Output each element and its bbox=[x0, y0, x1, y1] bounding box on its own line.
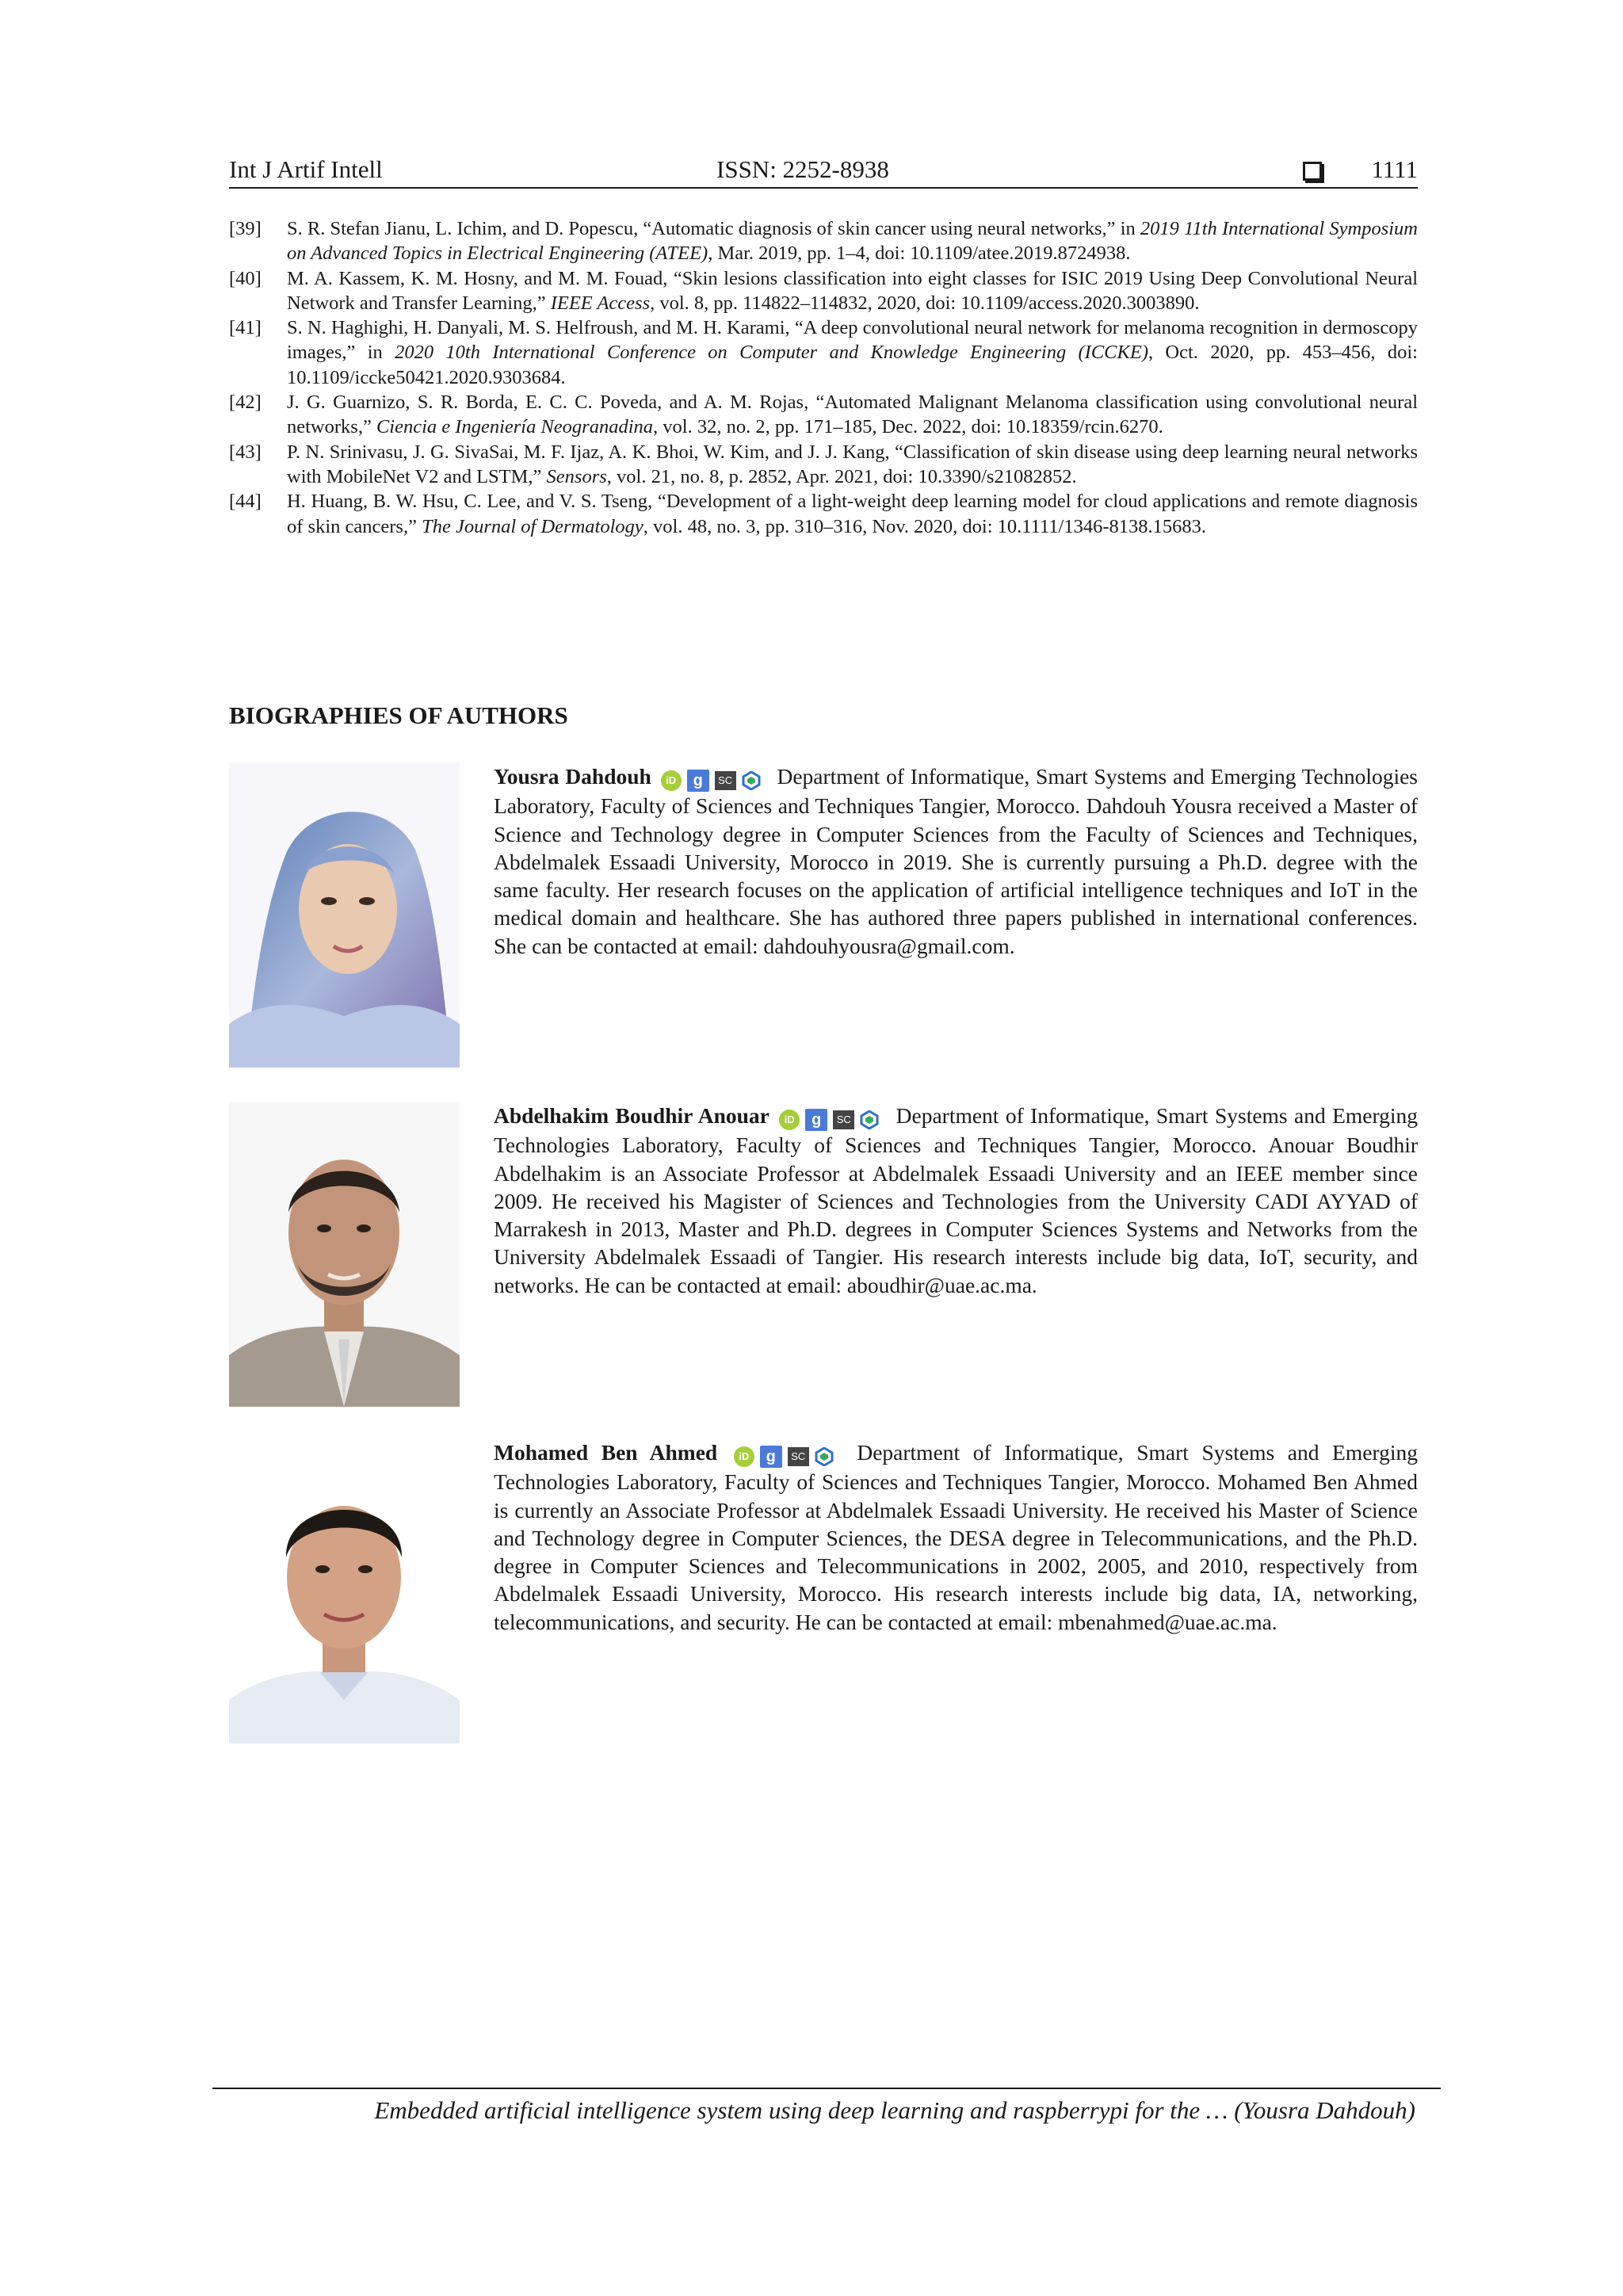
reference-details: , Oct. 2020, pp. 453–456, doi: 10.1109/iccke50421.2020.9303684. bbox=[287, 342, 1418, 388]
reference-venue: The Journal of Dermatology bbox=[422, 515, 643, 537]
running-footer: Embedded artificial intelligence system using deep learning and raspberrypi for the … (Yousra Dahdouh) bbox=[374, 2096, 1415, 2124]
bio-text bbox=[494, 1438, 1418, 1636]
author-photo bbox=[229, 762, 460, 1068]
bio-body: Department of Informatique, Smart Systems and Emerging Technologies Laboratory, Faculty of Sciences and Techniques Tangier, Morocco. Mohamed Ben Ahmed is currently an Associate Professor at Abdelmalek Essaadi University. He received his Master of Science and Technology degree in Computer Sciences, the DESA degree in Telecommunications, and the Ph.D. degree in Computer Sciences and Telecommunications in 2002, 2005, and 2010, respectively from Abdelmalek Essaadi University, Morocco. His research interests include big data, IA, networking, telecommunications, and security. He can be contacted at email: mbenahmed@uae.ac.ma. bbox=[494, 1440, 1418, 1634]
bio-body: Department of Informatique, Smart Systems and Emerging Technologies Laboratory, Faculty of Sciences and Techniques Tangier, Morocco. Anouar Boudhir Abdelhakim is an Associate Professor at Abdelmalek Essaadi University and an IEEE member since 2009. He received his Magister of Sciences and Technologies from the University CADI AYYAD of Marrakesh in 2013, Master and Ph.D. degrees in Computer Sciences Systems and Networks from the University Abdelmalek Essaadi of Tangier. His research interests include big data, IoT, security, and networks. He can be contacted at email: aboudhir@uae.ac.ma. bbox=[494, 1103, 1419, 1297]
reference-text bbox=[287, 315, 1418, 390]
reference-authors-title: P. N. Srinivasu, J. G. SivaSai, M. F. Ijaz, A. K. Bhoi, W. Kim, and J. J. Kang, “Classification of skin disease using deep learning neural networks with MobileNet V2 and LSTM,” bbox=[287, 441, 1418, 487]
bio-text bbox=[494, 1102, 1418, 1299]
reference-text bbox=[287, 390, 1418, 440]
publons-icon[interactable] bbox=[742, 771, 761, 790]
reference-authors-title: M. A. Kassem, K. M. Hosny, and M. M. Fouad, “Skin lesions classification into eight classes for ISIC 2019 Using Deep Convolutional Neural Network and Transfer Learning,” bbox=[287, 267, 1418, 314]
reference-authors-title: H. Huang, B. W. Hsu, C. Lee, and V. S. Tseng, “Development of a light-weight deep learning model for cloud applications and remote diagnosis of skin cancers,” bbox=[287, 491, 1418, 537]
publons-icon[interactable] bbox=[815, 1447, 834, 1466]
author-photo bbox=[229, 1438, 460, 1744]
reference-details: , Mar. 2019, pp. 1–4, doi: 10.1109/atee.2019.8724938. bbox=[708, 243, 1131, 265]
bio-text bbox=[494, 762, 1418, 960]
scopus-icon[interactable]: SC bbox=[788, 1447, 809, 1466]
reference-authors-title: S. N. Haghighi, H. Danyali, M. S. Helfroush, and M. H. Karami, “A deep convolutional neural network for melanoma recognition in dermoscopy images,” in bbox=[287, 317, 1418, 364]
reference-item bbox=[229, 266, 1418, 316]
reference-item bbox=[229, 440, 1418, 490]
reference-list bbox=[229, 216, 1418, 539]
reference-authors-title: S. R. Stefan Jianu, L. Ichim, and D. Popescu, “Automatic diagnosis of skin cancer using neural networks,” in bbox=[287, 218, 1140, 239]
journal-name: Int J Artif Intell bbox=[229, 155, 383, 183]
reference-item bbox=[229, 216, 1418, 266]
profile-badges bbox=[661, 764, 766, 792]
scopus-icon[interactable]: SC bbox=[715, 771, 736, 790]
author-name: Abdelhakim Boudhir Anouar bbox=[494, 1103, 769, 1128]
reference-venue: Sensors bbox=[546, 465, 607, 487]
reference-number: [43] bbox=[229, 441, 262, 463]
reference-venue: Ciencia e Ingeniería Neogranadina bbox=[376, 416, 654, 438]
reference-venue: IEEE Access bbox=[550, 292, 651, 314]
reference-details: , vol. 21, no. 8, p. 2852, Apr. 2021, doi: 10.3390/s21082852. bbox=[606, 465, 1077, 487]
reference-details: , vol. 32, no. 2, pp. 171–185, Dec. 2022, doi: 10.18359/rcin.6270. bbox=[653, 416, 1163, 438]
bio-body: Department of Informatique, Smart Systems and Emerging Technologies Laboratory, Faculty of Sciences and Techniques Tangier, Morocco. Dahdouh Yousra received a Master of Science and Technology degree in Computer Sciences from the Faculty of Sciences and Techniques, Abdelmalek Essaadi University, Morocco in 2019. She is currently pursuing a Ph.D. degree with the same faculty. Her research focuses on the application of artificial intelligence techniques and IoT in the medical domain and healthcare. She has authored three papers published in international conferences. She can be contacted at email: dahdouhyousra@gmail.com. bbox=[494, 764, 1419, 958]
reference-authors-title: J. G. Guarnizo, S. R. Borda, E. C. C. Poveda, and A. M. Rojas, “Automated Malignant Melanoma classification using convolutional neural networks,” bbox=[287, 392, 1418, 438]
section-title: BIOGRAPHIES OF AUTHORS bbox=[229, 701, 568, 729]
checkbox-icon bbox=[1303, 162, 1322, 181]
reference-venue: 2020 10th International Conference on Computer and Knowledge Engineering (ICCKE) bbox=[395, 342, 1148, 364]
reference-text bbox=[287, 489, 1418, 539]
author-name: Mohamed Ben Ahmed bbox=[494, 1440, 718, 1465]
reference-number: [41] bbox=[229, 317, 262, 339]
google-scholar-icon[interactable]: g bbox=[760, 1446, 782, 1468]
reference-text bbox=[287, 440, 1418, 490]
reference-item bbox=[229, 315, 1418, 390]
page-number: 1111 bbox=[1371, 155, 1418, 183]
author-name: Yousra Dahdouh bbox=[494, 764, 651, 789]
publons-icon[interactable] bbox=[860, 1110, 879, 1129]
reference-number: [39] bbox=[229, 218, 262, 239]
profile-badges bbox=[734, 1440, 839, 1468]
reference-item bbox=[229, 390, 1418, 440]
reference-text bbox=[287, 216, 1418, 266]
issn: ISSN: 2252-8938 bbox=[716, 155, 889, 183]
orcid-icon[interactable]: iD bbox=[779, 1110, 800, 1130]
reference-text bbox=[287, 266, 1418, 316]
orcid-icon[interactable]: iD bbox=[661, 770, 682, 791]
reference-item bbox=[229, 489, 1418, 539]
author-photo bbox=[229, 1102, 460, 1407]
profile-badges bbox=[779, 1103, 884, 1131]
google-scholar-icon[interactable]: g bbox=[687, 770, 709, 792]
footer-divider bbox=[212, 2088, 1441, 2089]
reference-details: , vol. 48, no. 3, pp. 310–316, Nov. 2020, doi: 10.1111/1346-8138.15683. bbox=[643, 515, 1207, 537]
running-header bbox=[229, 155, 1418, 189]
orcid-icon[interactable]: iD bbox=[734, 1446, 754, 1467]
scopus-icon[interactable]: SC bbox=[833, 1110, 854, 1129]
reference-number: [40] bbox=[229, 267, 262, 289]
reference-venue: 2019 11th International Symposium on Advanced Topics in Electrical Engineering (ATEE) bbox=[287, 218, 1418, 265]
google-scholar-icon[interactable]: g bbox=[805, 1109, 827, 1131]
reference-number: [44] bbox=[229, 491, 262, 513]
reference-details: , vol. 8, pp. 114822–114832, 2020, doi: 10.1109/access.2020.3003890. bbox=[650, 292, 1200, 314]
reference-number: [42] bbox=[229, 392, 262, 414]
